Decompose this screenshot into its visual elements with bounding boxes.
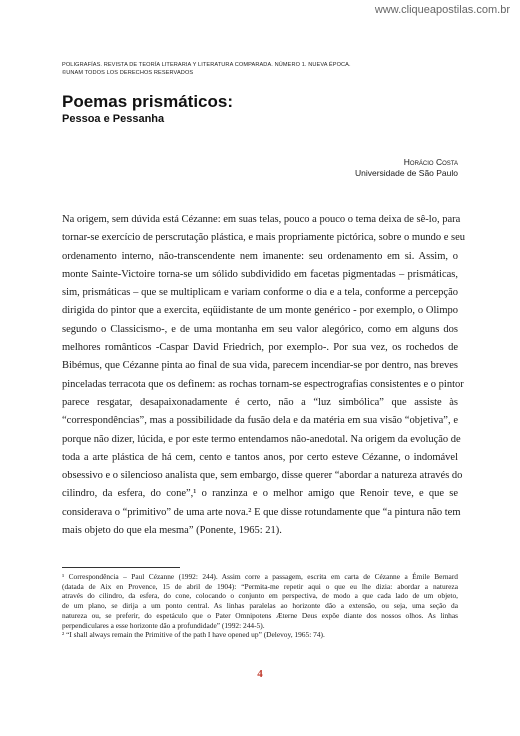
body-line: melhores românticos -Caspar David Friedrich, por exemplo-. Por sua vez, os rochedos de (62, 342, 458, 354)
article-subtitle: Pessoa e Pessanha (62, 113, 165, 125)
body-line: cilindro, da esfera, do cone”,¹ o ranzinza e o melhor amigo que Renoir teve, e que se (62, 488, 458, 500)
body-line: sim, prismáticas – que se multiplicam e variam conforme o dia e a tela, conforme a percepção (62, 287, 458, 299)
body-line: dirigida do pintor que a exercita, eqüidistante de um monte genérico - por exemplo, o Olimpo (62, 305, 458, 317)
footnote-line: através do cilindro, da esfera, do cone, colocando o conjunto em perspectiva, de modo a que cada lado de um objeto, (62, 591, 458, 601)
footnote-line: ¹ Correspondência – Paul Cézanne (1992: 244). Assim corre a passagem, escrita em carta de Cézanne a Émile Bernard (62, 572, 458, 581)
footnote-line: natureza ou, se preferir, do espetáculo que o Pater Omnipotens Æterne Deus expõe diante dos nossos olhos. As linhas (62, 610, 458, 620)
body-line: Bibémus, que Cézanne pinta ao final de sua vida, parecem incendiar-se por dentro, nas breves (62, 360, 458, 372)
journal-header-line: POLIGRAFÍAS. REVISTA DE TEORÍA LITERARIA Y LITERATURA COMPARADA. NÚMERO 1. NUEVA ÉPOCA. (62, 62, 351, 68)
body-line: segundo o Classicismo-, e de uma montanha em seu valor alegórico, como em alguns dos (62, 323, 458, 335)
body-line: toda a arte plástica de há cem, cento e tantos anos, por certo esteve Cézanne, o indomável (62, 451, 458, 463)
footnote-line: (datada de Aix en Provence, 15 de abril de 1904): “Permita-me repetir aqui o que eu lhe dizia: abordar a natureza (62, 581, 458, 591)
body-line: porque não dizer, lúcida, e por este termo entendamos não-anedotal. Na origem da evolução de (62, 433, 461, 445)
footnotes (62, 572, 458, 640)
footnote-divider (62, 567, 180, 568)
author-affiliation: Universidade de São Paulo (354, 168, 458, 178)
author-name: Horácio Costa (403, 157, 458, 167)
body-line: considerava o “primitivo” de uma arte nova.² E que disse rotundamente que “a pintura não tem (62, 506, 461, 518)
page-number: 4 (257, 668, 263, 680)
body-line: monte Sainte-Victoire torna-se um sólido subdividido em facetas pigmentadas – prismáticas, (62, 268, 458, 280)
site-watermark: www.cliqueapostilas.com.br (374, 4, 510, 16)
body-paragraph (62, 211, 465, 540)
body-line: ordenamento interno, não-transcendente nem imanente: seu ordenamento em si. Assim, o (62, 250, 458, 262)
article-title: Poemas prismáticos: (62, 92, 234, 111)
author-block (355, 157, 458, 179)
body-line: obsessivo e o silencioso analista que, sem embargo, disse querer “abordar a natureza através do (62, 470, 463, 482)
footnote-line: de um plano, se dirija a um ponto central. As linhas paralelas ao horizonte dão a extensão, ou seja, uma seção da (62, 601, 458, 611)
body-line: mais objeto do que ela mesma” (Ponente, 1965: 21). (62, 525, 282, 537)
body-line: tornar-se exercício de perscrutação plástica, e mais propriamente pictórica, sobre o mundo e seu (62, 232, 465, 244)
footnote-line: ² “I shall always remain the Primitive of the path I have opened up” (Delevoy, 1965: 74). (62, 630, 325, 640)
footnote-line: perpendiculares a esse horizonte dão a profundidade” (1992: 244-5). (62, 620, 265, 630)
body-line: Na origem, sem dúvida está Cézanne: em suas telas, pouco a pouco o tema deixa de sê-lo, para (62, 214, 461, 225)
body-line: parece resgatar, desapaixonadamente é certo, não a “luz simbólica” que assiste às (62, 396, 458, 408)
journal-header (62, 61, 351, 77)
journal-copyright-line: ©UNAM TODOS LOS DERECHOS RESERVADOS (62, 70, 194, 76)
body-line: pinceladas terracota que os definem: as rochas tornam-se espectrografias consistentes e o pintor (62, 378, 464, 390)
body-line: “correspondências”, mas a possibilidade da fusão dela e da matéria em sua visão “objetiva”, e (62, 415, 458, 427)
